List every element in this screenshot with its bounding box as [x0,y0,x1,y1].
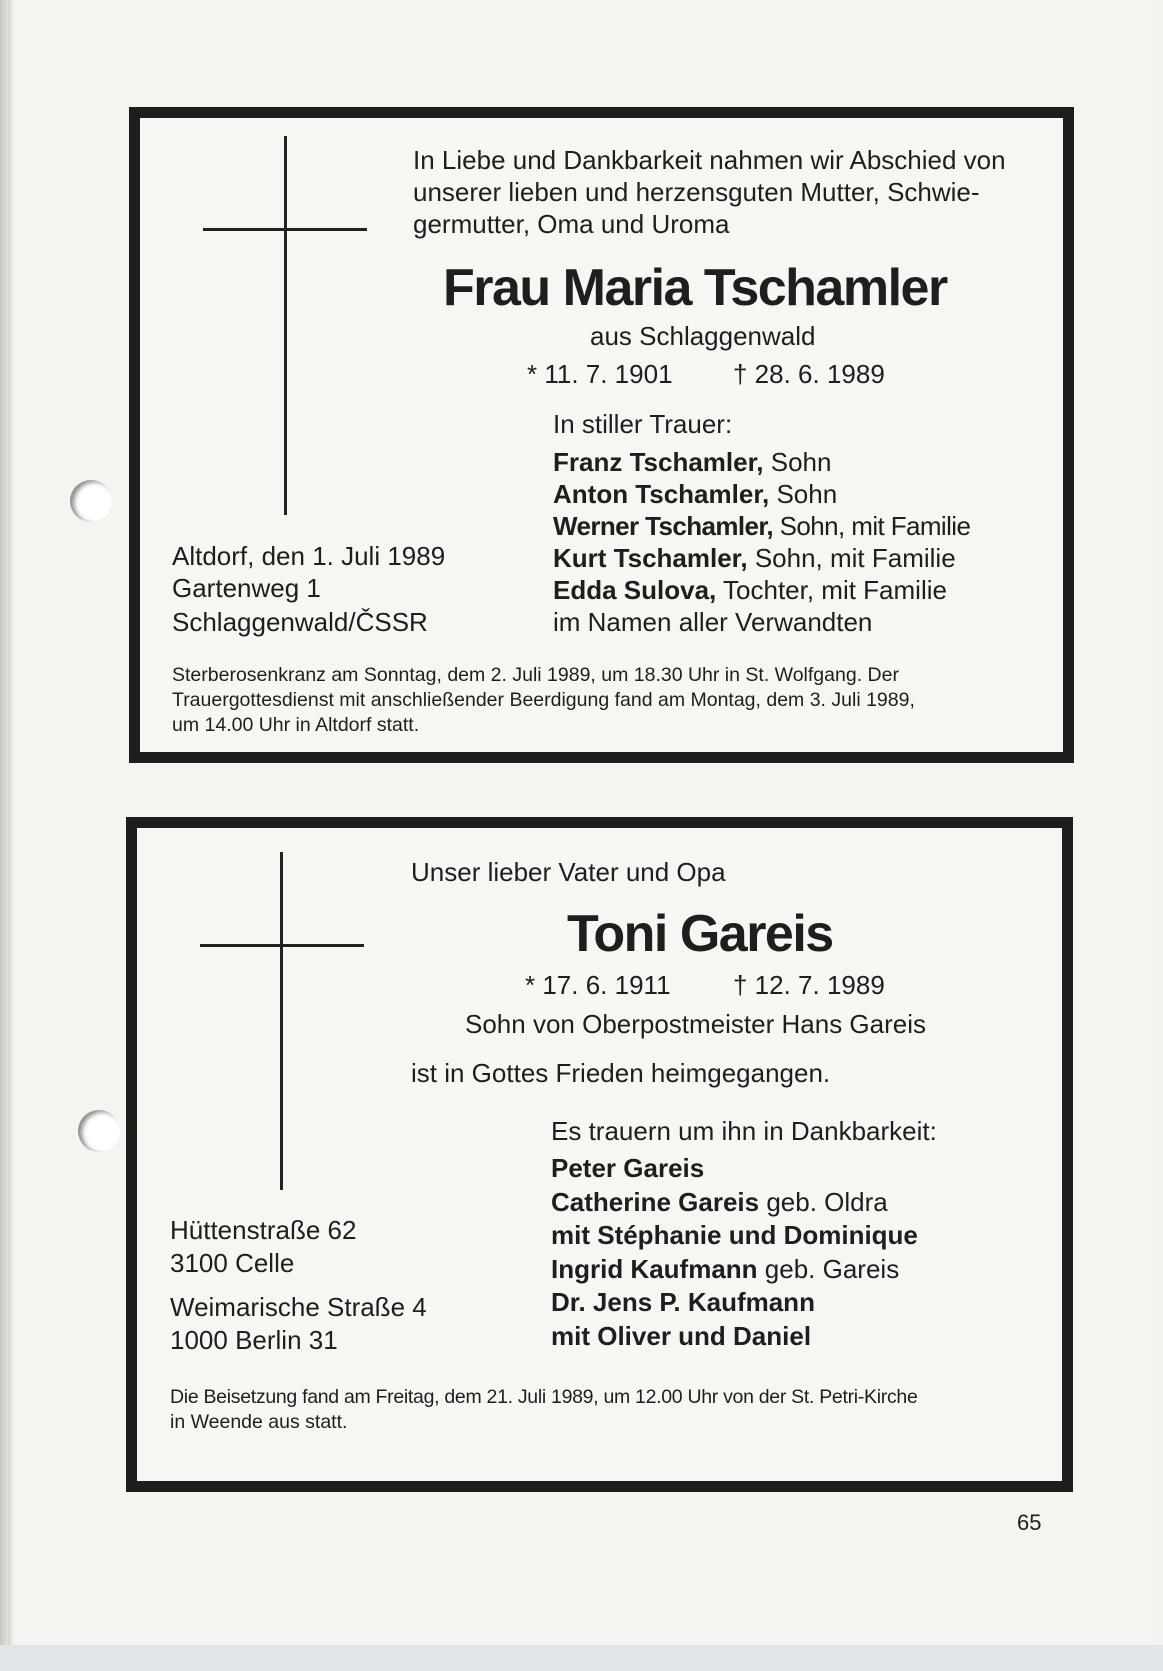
mourner-name: Anton Tschamler, [553,479,770,509]
mourner-entry [551,1286,918,1320]
mourner-relation: geb. Oldra [759,1186,888,1217]
mourner-name: Catherine Gareis [551,1186,760,1217]
notice1-intro-line: germutter, Oma und Uroma [413,209,730,239]
notice1-mourning-heading: In stiller Trauer: [553,409,733,439]
notice2-address-line: Weimarische Straße 4 [170,1292,427,1322]
notice2-address-line: 3100 Celle [170,1248,295,1278]
mourner-entry [553,542,970,574]
mourner-relation: Sohn, mit Familie [747,543,956,573]
notice2-son-of: Sohn von Oberpostmeister Hans Gareis [465,1009,926,1039]
notice1-footer-line: Sterberosenkranz am Sonntag, dem 2. Juli 1989, um 18.30 Uhr in St. Wolfgang. Der [172,664,899,686]
notice1-address-line: Schlaggenwald/ČSSR [172,607,428,637]
mourner-entry [551,1219,918,1253]
page-bottom-edge [0,1645,1163,1671]
notice1-origin: aus Schlaggenwald [590,321,816,351]
mourner-entry [551,1186,918,1220]
mourner-entry [553,606,970,638]
punch-hole-icon [78,1110,120,1152]
page-number: 65 [1017,1510,1042,1535]
mourner-name: mit Stéphanie und Dominique [551,1220,918,1250]
notice1-intro-line: In Liebe und Dankbarkeit nahmen wir Abschied von [413,145,1006,175]
notice1-address-line: Gartenweg 1 [172,573,321,603]
cross-bar [203,228,367,231]
mourner-entry [553,574,970,606]
mourner-relation: geb. Gareis [757,1253,900,1284]
notice1-address-line: Altdorf, den 1. Juli 1989 [172,541,446,571]
mourner-name: Werner Tschamler, [553,511,774,541]
cross-icon [284,136,287,515]
mourner-name: Peter Gareis [551,1153,705,1183]
mourner-entry [551,1253,918,1287]
mourner-name: Kurt Tschamler, [553,543,748,573]
mourner-name: Dr. Jens P. Kaufmann [551,1287,815,1317]
notice2-intro: Unser lieber Vater und Opa [411,857,726,887]
cross-bar [200,944,364,947]
notice2-death-date: † 12. 7. 1989 [733,970,885,1000]
mourner-name: mit Oliver und Daniel [551,1320,812,1351]
cross-icon [280,852,283,1190]
notice2-mourning-heading: Es trauern um ihn in Dankbarkeit: [551,1116,937,1146]
notice2-address-line: Hüttenstraße 62 [170,1215,357,1245]
notice2-footer-line: Die Beisetzung fand am Freitag, dem 21. Juli 1989, um 12.00 Uhr von der St. Petri-Kirche [170,1386,918,1408]
notice1-footer-line: um 14.00 Uhr in Altdorf statt. [172,714,420,736]
notice2-birth-date: * 17. 6. 1911 [525,970,671,1000]
notice1-birth-date: * 11. 7. 1901 [527,359,673,389]
mourner-entry [551,1152,918,1186]
notice1-mourner-list [553,446,970,638]
mourner-relation: Sohn [769,479,838,509]
notice2-deceased-name: Toni Gareis [567,905,833,963]
mourner-relation: Tochter, mit Familie [716,575,947,605]
mourner-entry [553,478,970,510]
mourner-entry [553,446,970,478]
mourner-relation: Sohn, mit Familie [773,511,971,541]
notice1-deceased-name: Frau Maria Tschamler [443,259,947,317]
notice2-mourner-list [551,1152,918,1353]
notice2-passed: ist in Gottes Frieden heimgegangen. [411,1058,831,1088]
mourner-entry [551,1320,918,1354]
notice2-footer-line: in Weende aus statt. [170,1411,348,1433]
mourner-name: Edda Sulova, [553,575,717,605]
punch-hole-icon [70,480,112,522]
notice2-address-line: 1000 Berlin 31 [170,1325,338,1355]
notice1-footer-line: Trauergottesdienst mit anschließender Beerdigung fand am Montag, dem 3. Juli 1989, [172,689,915,711]
notice1-death-date: † 28. 6. 1989 [733,359,885,389]
mourner-entry [553,510,970,542]
notice1-intro-line: unserer lieben und herzensguten Mutter, Schwie- [413,177,980,207]
mourner-name: Franz Tschamler, [553,447,764,477]
mourner-relation: im Namen aller Verwandten [553,607,873,637]
mourner-name: Ingrid Kaufmann [551,1253,758,1284]
mourner-relation: Sohn [763,447,832,477]
